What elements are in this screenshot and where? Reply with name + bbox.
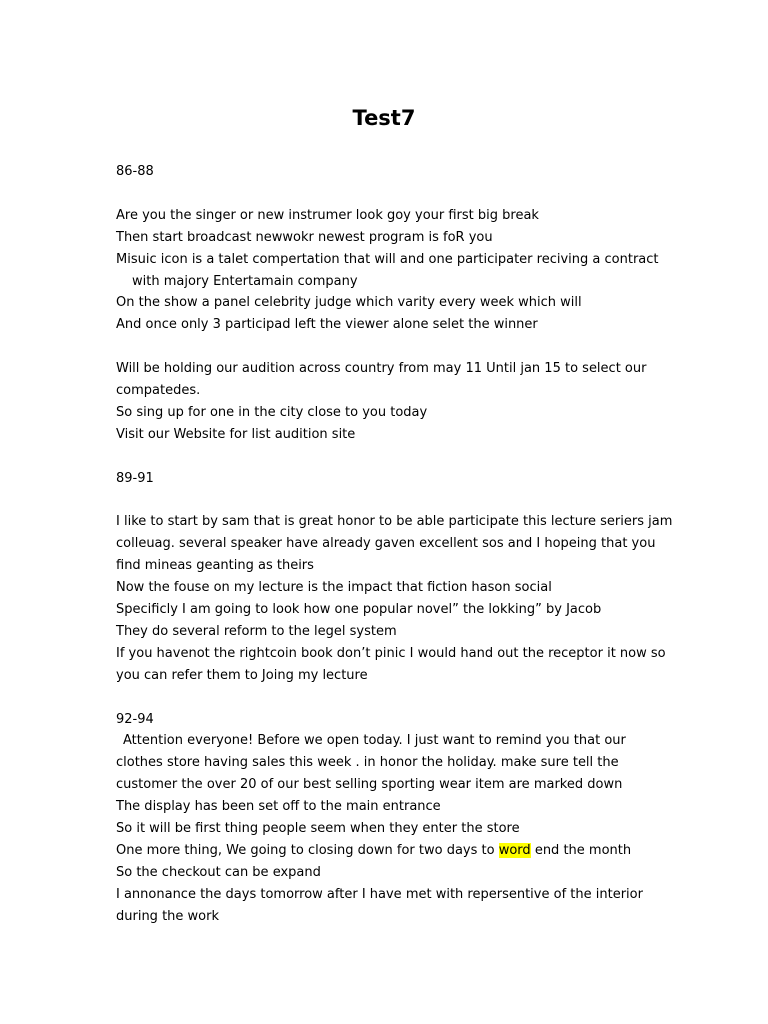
text-line: with majory Entertamain company (132, 273, 358, 289)
text-line: clothes store having sales this week . in honor the holiday. make sure tell the (116, 755, 619, 771)
document-title: Test7 (352, 106, 416, 130)
section-heading-86-88: 86-88 (116, 164, 154, 179)
text-line: And once only 3 participad left the viewer alone selet the winner (116, 317, 538, 333)
text-line: Then start broadcast newwokr newest program is foR you (116, 229, 493, 245)
section-heading-92-94: 92-94 (116, 711, 154, 727)
text-line: So the checkout can be expand (116, 864, 321, 880)
highlighted-word: word (498, 843, 531, 859)
text-line: Specificly I am going to look how one popular novel” the lokking” by Jacob (116, 602, 602, 618)
text-line: find mineas geanting as theirs (116, 558, 314, 574)
text-line: during the work (116, 908, 219, 924)
text-line: Will be holding our audition across country from may 11 Until jan 15 to select our (116, 361, 647, 377)
text-line: you can refer them to Joing my lecture (116, 667, 368, 683)
text-segment: One more thing, We going to closing down for two days to (116, 843, 499, 859)
text-line: They do several reform to the legel system (116, 623, 397, 639)
document-body (116, 161, 673, 928)
text-line: So sing up for one in the city close to you today (116, 404, 428, 420)
text-line: Are you the singer or new instrumer look goy your first big break (116, 207, 539, 223)
text-line: I annonance the days tomorrow after I have met with repersentive of the interior (116, 886, 643, 902)
text-segment: end the month (530, 843, 632, 859)
blank-line (116, 687, 656, 709)
text-line: customer the over 20 of our best selling sporting wear item are marked down (116, 777, 623, 793)
text-line: So it will be first thing people seem when they enter the store (116, 821, 520, 837)
text-line: On the show a panel celebrity judge which varity every week which will (116, 295, 582, 311)
highlighted-text-line (116, 840, 656, 862)
text-line: compatedes. (116, 383, 201, 399)
blank-line (116, 183, 656, 205)
text-line: Attention everyone! Before we open today. I just want to remind you that our (123, 733, 626, 749)
section-heading-89-91: 89-91 (116, 470, 154, 486)
text-line: The display has been set off to the main entrance (116, 799, 441, 815)
blank-line (116, 490, 656, 512)
blank-line (116, 336, 656, 358)
text-line: Now the fouse on my lecture is the impact that fiction hason social (116, 580, 552, 596)
blank-line (116, 446, 656, 468)
text-line: Visit our Website for list audition site (116, 426, 356, 442)
text-line: I like to start by sam that is great honor to be able participate this lecture seriers jam (116, 514, 673, 530)
text-line: If you havenot the rightcoin book don’t pinic I would hand out the receptor it now so (116, 645, 666, 661)
text-line: Misuic icon is a talet compertation that will and one participater reciving a contract (116, 251, 659, 267)
text-line: colleuag. several speaker have already gaven excellent sos and I hopeing that you (116, 536, 656, 552)
